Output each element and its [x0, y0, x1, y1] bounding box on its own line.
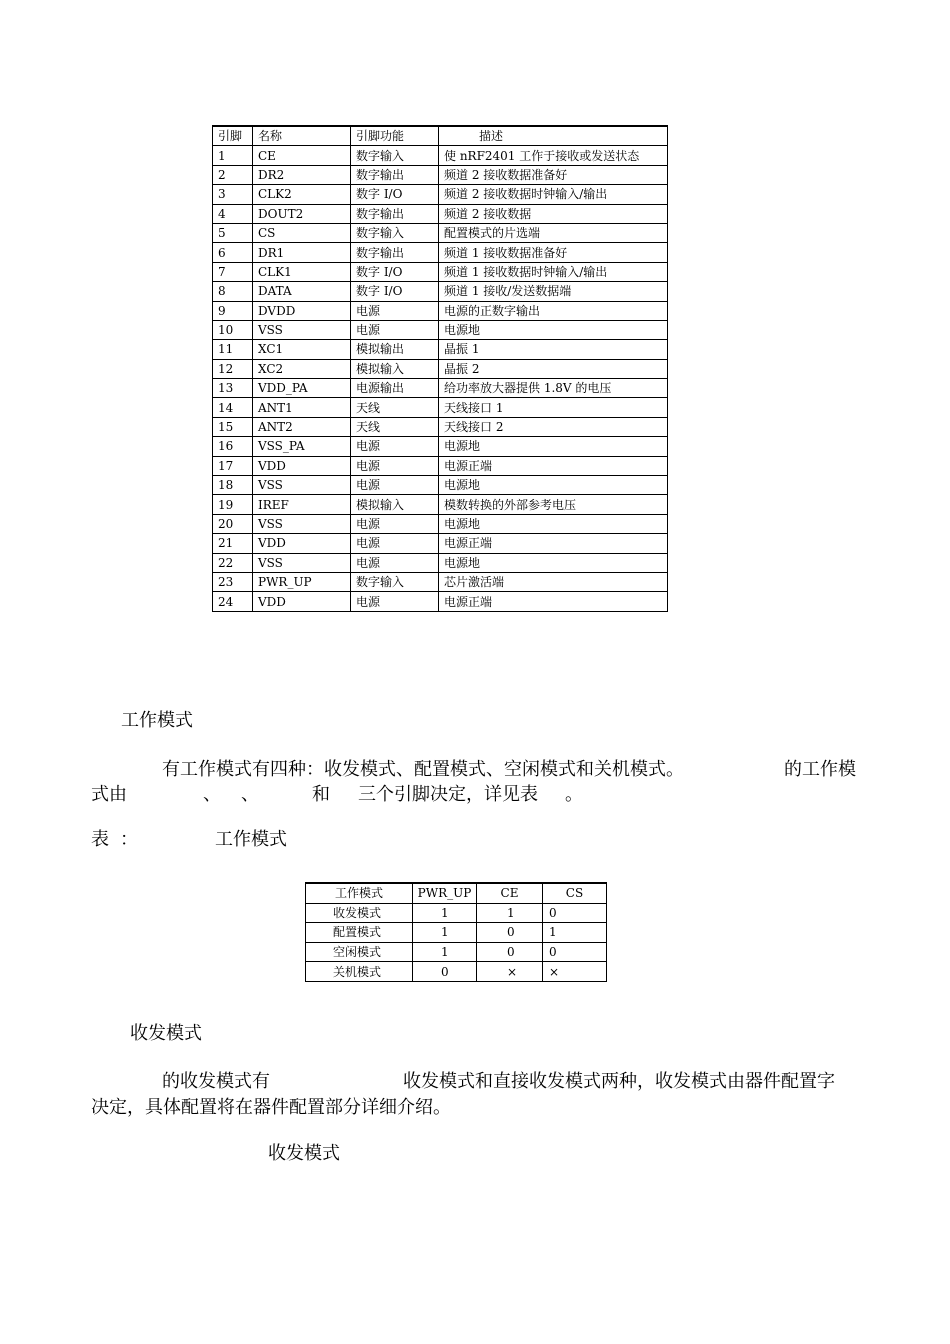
pin-function: 电源 [351, 476, 439, 495]
pin-name: DOUT2 [253, 204, 351, 223]
pin-number: 16 [213, 437, 253, 456]
pin-function: 数字输入 [351, 146, 439, 165]
pin-name: CS [253, 223, 351, 242]
table-row [213, 243, 668, 262]
section-heading-transceive-modes: 收发模式 [130, 1023, 202, 1044]
pin-header-number: 引脚 [213, 126, 253, 146]
pin-function: 模拟输出 [351, 340, 439, 359]
pin-description: 晶振 2 [439, 359, 668, 378]
pin-name: CLK2 [253, 185, 351, 204]
table-row [213, 592, 668, 611]
pin-number: 8 [213, 282, 253, 301]
mode-ce: 0 [477, 923, 543, 943]
mode-ce: × [477, 962, 543, 982]
table-caption-colon: ： [120, 829, 138, 850]
table-row [213, 379, 668, 398]
pin-name: VSS [253, 514, 351, 533]
mode-pwr-up: 0 [413, 962, 477, 982]
pin-name: XC2 [253, 359, 351, 378]
pin-name: DR1 [253, 243, 351, 262]
table-row [213, 417, 668, 436]
table-caption-title: 工作模式 [215, 829, 287, 850]
mode-cs: × [543, 962, 607, 982]
paragraph-line2-part-e: 三个引脚决定，详见表 [358, 784, 538, 805]
pin-description: 电源地 [439, 437, 668, 456]
pin-function: 数字输出 [351, 204, 439, 223]
pin-number: 2 [213, 165, 253, 184]
table-row [213, 185, 668, 204]
pin-name: CLK1 [253, 262, 351, 281]
pin-description: 芯片激活端 [439, 572, 668, 591]
pin-header-description: 描述 [439, 126, 668, 146]
transceive-paragraph-line1-part-b: 收发模式和直接收发模式两种，收发模式由器件配置字 [403, 1071, 835, 1092]
table-row [213, 495, 668, 514]
pin-table-body [213, 146, 668, 611]
section-heading-work-modes: 工作模式 [121, 710, 193, 731]
pin-description: 配置模式的片选端 [439, 223, 668, 242]
mode-pwr-up: 1 [413, 923, 477, 943]
pin-number: 21 [213, 534, 253, 553]
pin-number: 23 [213, 572, 253, 591]
pin-description: 给功率放大器提供 1.8V 的电压 [439, 379, 668, 398]
pin-description: 电源正端 [439, 456, 668, 475]
mode-name: 空闲模式 [306, 942, 413, 962]
table-row [213, 340, 668, 359]
pin-name: DATA [253, 282, 351, 301]
pin-name: VDD [253, 534, 351, 553]
table-row [213, 146, 668, 165]
pin-number: 4 [213, 204, 253, 223]
pin-name: VSS [253, 476, 351, 495]
pin-name: VSS [253, 320, 351, 339]
pin-name: VDD [253, 456, 351, 475]
mode-cs: 1 [543, 923, 607, 943]
pin-function: 模拟输入 [351, 495, 439, 514]
pin-function: 数字输入 [351, 223, 439, 242]
mode-header-ce: CE [477, 883, 543, 903]
pin-name: CE [253, 146, 351, 165]
pin-number: 24 [213, 592, 253, 611]
pin-function: 电源 [351, 514, 439, 533]
pin-header-name: 名称 [253, 126, 351, 146]
pin-function: 电源 [351, 553, 439, 572]
pin-description: 频道 2 接收数据时钟输入/输出 [439, 185, 668, 204]
mode-name: 关机模式 [306, 962, 413, 982]
pin-description: 模数转换的外部参考电压 [439, 495, 668, 514]
pin-number: 9 [213, 301, 253, 320]
pin-description: 电源正端 [439, 592, 668, 611]
pin-number: 22 [213, 553, 253, 572]
pin-function: 天线 [351, 417, 439, 436]
pin-name: DVDD [253, 301, 351, 320]
table-row [213, 514, 668, 533]
mode-header-cs: CS [543, 883, 607, 903]
pin-description: 电源正端 [439, 534, 668, 553]
table-row [213, 204, 668, 223]
mode-table [305, 882, 607, 982]
pin-name: VSS_PA [253, 437, 351, 456]
pin-name: IREF [253, 495, 351, 514]
pin-number: 3 [213, 185, 253, 204]
pin-table [212, 125, 668, 612]
pin-description: 晶振 1 [439, 340, 668, 359]
pin-header-function: 引脚功能 [351, 126, 439, 146]
table-row [213, 476, 668, 495]
pin-description: 电源的正数字输出 [439, 301, 668, 320]
pin-number: 13 [213, 379, 253, 398]
paragraph-line2-part-c: 、 [241, 784, 259, 805]
pin-description: 使 nRF2401 工作于接收或发送状态 [439, 146, 668, 165]
table-row [213, 437, 668, 456]
pin-number: 7 [213, 262, 253, 281]
pin-number: 12 [213, 359, 253, 378]
table-row [213, 456, 668, 475]
table-row [213, 320, 668, 339]
pin-number: 5 [213, 223, 253, 242]
table-row [213, 572, 668, 591]
pin-description: 天线接口 1 [439, 398, 668, 417]
pin-number: 17 [213, 456, 253, 475]
pin-function: 电源输出 [351, 379, 439, 398]
table-caption-prefix: 表 [91, 829, 109, 850]
paragraph-line2-part-d: 和 [312, 784, 330, 805]
mode-header-pwr-up: PWR_UP [413, 883, 477, 903]
mode-table-body [306, 903, 607, 981]
pin-number: 18 [213, 476, 253, 495]
pin-function: 电源 [351, 456, 439, 475]
pin-number: 20 [213, 514, 253, 533]
paragraph-line2-part-b: 、 [203, 784, 221, 805]
pin-number: 19 [213, 495, 253, 514]
pin-number: 10 [213, 320, 253, 339]
pin-description: 电源地 [439, 514, 668, 533]
pin-function: 数字输入 [351, 572, 439, 591]
pin-description: 频道 1 接收/发送数据端 [439, 282, 668, 301]
pin-number: 11 [213, 340, 253, 359]
table-row [213, 262, 668, 281]
table-row [306, 923, 607, 943]
pin-name: DR2 [253, 165, 351, 184]
mode-cs: 0 [543, 942, 607, 962]
pin-function: 电源 [351, 301, 439, 320]
mode-header-mode: 工作模式 [306, 883, 413, 903]
pin-name: VDD [253, 592, 351, 611]
mode-cs: 0 [543, 903, 607, 923]
table-row [213, 165, 668, 184]
mode-pwr-up: 1 [413, 942, 477, 962]
pin-description: 电源地 [439, 553, 668, 572]
paragraph-line2-part-f: 。 [565, 784, 583, 805]
pin-number: 15 [213, 417, 253, 436]
pin-name: XC1 [253, 340, 351, 359]
subsection-heading-transceive-mode: 收发模式 [268, 1143, 340, 1164]
pin-function: 电源 [351, 592, 439, 611]
pin-number: 6 [213, 243, 253, 262]
pin-description: 电源地 [439, 320, 668, 339]
pin-function: 电源 [351, 320, 439, 339]
pin-description: 频道 2 接收数据 [439, 204, 668, 223]
pin-description: 频道 2 接收数据准备好 [439, 165, 668, 184]
pin-name: ANT1 [253, 398, 351, 417]
pin-function: 数字 I/O [351, 185, 439, 204]
pin-name: ANT2 [253, 417, 351, 436]
pin-function: 数字输出 [351, 165, 439, 184]
mode-ce: 1 [477, 903, 543, 923]
pin-function: 数字 I/O [351, 262, 439, 281]
pin-function: 模拟输入 [351, 359, 439, 378]
mode-table-header-row [306, 883, 607, 903]
paragraph-line2-part-a: 式由 [91, 784, 127, 805]
pin-number: 14 [213, 398, 253, 417]
mode-ce: 0 [477, 942, 543, 962]
transceive-paragraph-line1-part-a: 的收发模式有 [162, 1071, 270, 1092]
table-row [213, 301, 668, 320]
pin-function: 数字 I/O [351, 282, 439, 301]
pin-function: 数字输出 [351, 243, 439, 262]
pin-function: 天线 [351, 398, 439, 417]
pin-number: 1 [213, 146, 253, 165]
table-row [306, 962, 607, 982]
table-row [213, 534, 668, 553]
table-row [213, 223, 668, 242]
pin-function: 电源 [351, 534, 439, 553]
table-row [213, 282, 668, 301]
paragraph-line1-part-a: 有工作模式有四种：收发模式、配置模式、空闲模式和关机模式。 [162, 759, 684, 780]
transceive-paragraph-line2: 决定，具体配置将在器件配置部分详细介绍。 [91, 1097, 451, 1118]
paragraph-line1-part-b: 的工作模 [784, 759, 856, 780]
pin-name: PWR_UP [253, 572, 351, 591]
table-row [213, 553, 668, 572]
table-row [213, 398, 668, 417]
pin-table-header-row [213, 126, 668, 146]
pin-function: 电源 [351, 437, 439, 456]
mode-pwr-up: 1 [413, 903, 477, 923]
pin-name: VSS [253, 553, 351, 572]
pin-description: 频道 1 接收数据准备好 [439, 243, 668, 262]
pin-description: 天线接口 2 [439, 417, 668, 436]
pin-description: 频道 1 接收数据时钟输入/输出 [439, 262, 668, 281]
pin-description: 电源地 [439, 476, 668, 495]
mode-name: 配置模式 [306, 923, 413, 943]
pin-name: VDD_PA [253, 379, 351, 398]
table-row [213, 359, 668, 378]
mode-name: 收发模式 [306, 903, 413, 923]
table-row [306, 903, 607, 923]
table-row [306, 942, 607, 962]
